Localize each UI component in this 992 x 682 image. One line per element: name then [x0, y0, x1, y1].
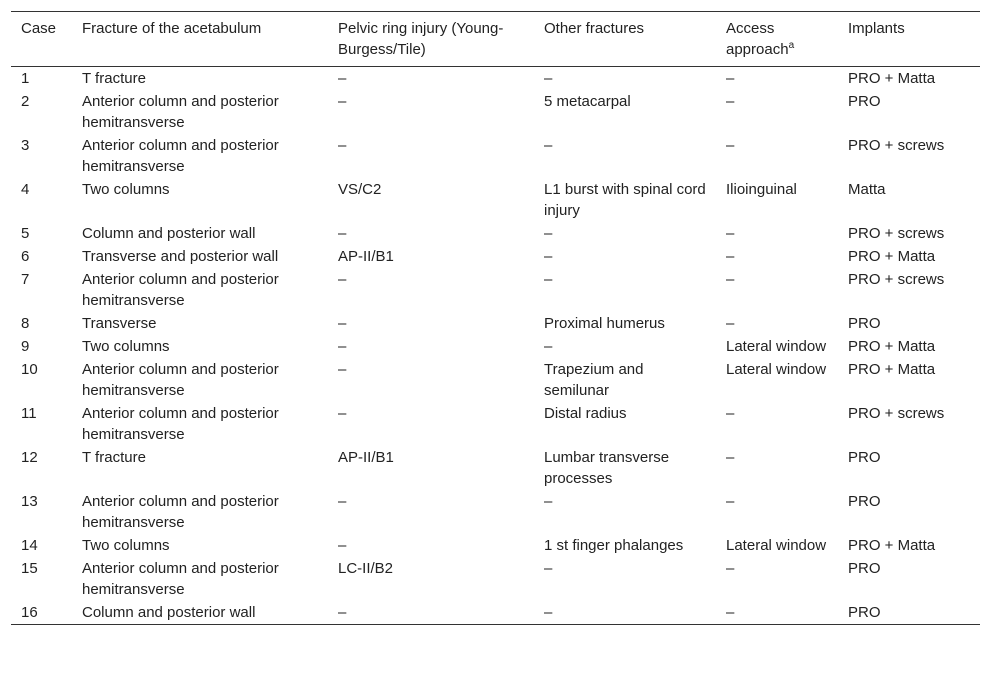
header-fracture: Fracture of the acetabulum [82, 20, 262, 37]
cell-fracture: Transverse and posterior wall [82, 248, 279, 265]
cell-pelvic: – [338, 405, 347, 422]
cell-case: 1 [21, 70, 30, 87]
cell-other: Proximal humerus [544, 315, 665, 332]
cell-access: – [726, 271, 735, 288]
cell-access: Ilioinguinal [726, 181, 797, 198]
cell-case: 12 [21, 449, 38, 466]
cell-fracture: Anterior column and posterior hemitransverse [82, 361, 279, 399]
cell-access: – [726, 449, 735, 466]
cell-other: 1 st finger phalanges [544, 537, 684, 554]
cell-access: – [726, 315, 735, 332]
cell-pelvic: – [338, 537, 347, 554]
header-implants: Implants [848, 20, 905, 37]
cell-pelvic: – [338, 137, 347, 154]
cell-other: – [544, 560, 553, 577]
cell-fracture: Anterior column and posterior hemitransverse [82, 493, 279, 531]
header-access-approach-label: Access approach [726, 20, 789, 58]
cell-case: 7 [21, 271, 30, 288]
cell-fracture: Anterior column and posterior hemitransverse [82, 137, 279, 175]
cell-other: – [544, 493, 553, 510]
footnote-marker: a [788, 40, 795, 51]
cell-access: – [726, 405, 735, 422]
cell-fracture: Anterior column and posterior hemitransverse [82, 405, 279, 443]
cell-fracture: T fracture [82, 70, 146, 87]
cell-access: – [726, 560, 735, 577]
cell-case: 8 [21, 315, 30, 332]
cell-pelvic: – [338, 225, 347, 242]
cell-other: L1 burst with spinal cord injury [544, 181, 706, 219]
cell-pelvic: – [338, 604, 347, 621]
cell-other: Distal radius [544, 405, 627, 422]
cell-other: – [544, 70, 553, 87]
cell-other: – [544, 225, 553, 242]
table-row [11, 312, 980, 335]
cell-access: Lateral window [726, 338, 827, 355]
cell-access: – [726, 70, 735, 87]
table-row [11, 601, 980, 625]
fracture-cases-table [11, 11, 980, 625]
cell-pelvic: VS/C2 [338, 181, 382, 198]
cell-fracture: Anterior column and posterior hemitransverse [82, 93, 279, 131]
table-row [11, 268, 980, 312]
cell-access: Lateral window [726, 361, 827, 378]
cell-case: 15 [21, 560, 38, 577]
table-row [11, 335, 980, 358]
cell-implants: PRO + Matta [848, 537, 936, 554]
cell-case: 16 [21, 604, 38, 621]
cell-pelvic: AP-II/B1 [338, 449, 394, 466]
cell-case: 13 [21, 493, 38, 510]
table-row [11, 446, 980, 490]
cell-implants: PRO + screws [848, 271, 945, 288]
cell-fracture: Column and posterior wall [82, 604, 256, 621]
cell-other: Lumbar transverse processes [544, 449, 670, 487]
cell-case: 3 [21, 137, 30, 154]
data-table-container [11, 11, 980, 625]
table-row [11, 490, 980, 534]
header-case: Case [21, 20, 57, 37]
cell-fracture: Two columns [82, 181, 170, 198]
cell-implants: PRO [848, 604, 881, 621]
cell-access: – [726, 93, 735, 110]
table-row [11, 90, 980, 134]
cell-pelvic: – [338, 70, 347, 87]
cell-other: – [544, 248, 553, 265]
cell-access: – [726, 225, 735, 242]
table-row [11, 358, 980, 402]
cell-fracture: Column and posterior wall [82, 225, 256, 242]
cell-implants: PRO + Matta [848, 338, 936, 355]
table-row [11, 402, 980, 446]
cell-implants: PRO + Matta [848, 361, 936, 378]
table-row [11, 534, 980, 557]
cell-case: 6 [21, 248, 30, 265]
cell-fracture: Two columns [82, 537, 170, 554]
table-row [11, 178, 980, 222]
table-row [11, 557, 980, 601]
cell-fracture: Anterior column and posterior hemitransverse [82, 560, 279, 598]
cell-implants: PRO [848, 560, 881, 577]
cell-fracture: Anterior column and posterior hemitransverse [82, 271, 279, 309]
cell-implants: PRO + screws [848, 137, 945, 154]
cell-implants: PRO + Matta [848, 70, 936, 87]
cell-pelvic: AP-II/B1 [338, 248, 394, 265]
table-row [11, 134, 980, 178]
cell-pelvic: – [338, 271, 347, 288]
cell-implants: Matta [848, 181, 886, 198]
cell-implants: PRO + screws [848, 405, 945, 422]
cell-case: 2 [21, 93, 30, 110]
cell-access: Lateral window [726, 537, 827, 554]
cell-case: 5 [21, 225, 30, 242]
header-access-approach [716, 12, 838, 67]
cell-implants: PRO [848, 449, 881, 466]
cell-other: – [544, 604, 553, 621]
cell-case: 4 [21, 181, 30, 198]
cell-pelvic: LC-II/B2 [338, 560, 394, 577]
header-other-fractures: Other fractures [544, 20, 645, 37]
cell-implants: PRO [848, 93, 881, 110]
cell-case: 9 [21, 338, 30, 355]
cell-pelvic: – [338, 361, 347, 378]
cell-fracture: Transverse [82, 315, 157, 332]
cell-access: – [726, 604, 735, 621]
cell-pelvic: – [338, 493, 347, 510]
cell-implants: PRO + screws [848, 225, 945, 242]
cell-fracture: Two columns [82, 338, 170, 355]
cell-case: 14 [21, 537, 38, 554]
table-header-row [11, 12, 980, 67]
cell-implants: PRO [848, 315, 881, 332]
table-row [11, 67, 980, 91]
cell-case: 11 [21, 405, 37, 422]
cell-case: 10 [21, 361, 38, 378]
cell-other: – [544, 137, 553, 154]
cell-other: 5 metacarpal [544, 93, 631, 110]
cell-other: – [544, 338, 553, 355]
cell-implants: PRO [848, 493, 881, 510]
table-row [11, 222, 980, 245]
cell-access: – [726, 493, 735, 510]
cell-other: Trapezium and semilunar [544, 361, 644, 399]
cell-pelvic: – [338, 315, 347, 332]
cell-access: – [726, 137, 735, 154]
header-pelvic-ring-injury: Pelvic ring injury (Young-Burgess/Tile) [338, 20, 504, 58]
cell-pelvic: – [338, 93, 347, 110]
table-row [11, 245, 980, 268]
cell-other: – [544, 271, 553, 288]
cell-fracture: T fracture [82, 449, 146, 466]
cell-pelvic: – [338, 338, 347, 355]
cell-implants: PRO + Matta [848, 248, 936, 265]
cell-access: – [726, 248, 735, 265]
